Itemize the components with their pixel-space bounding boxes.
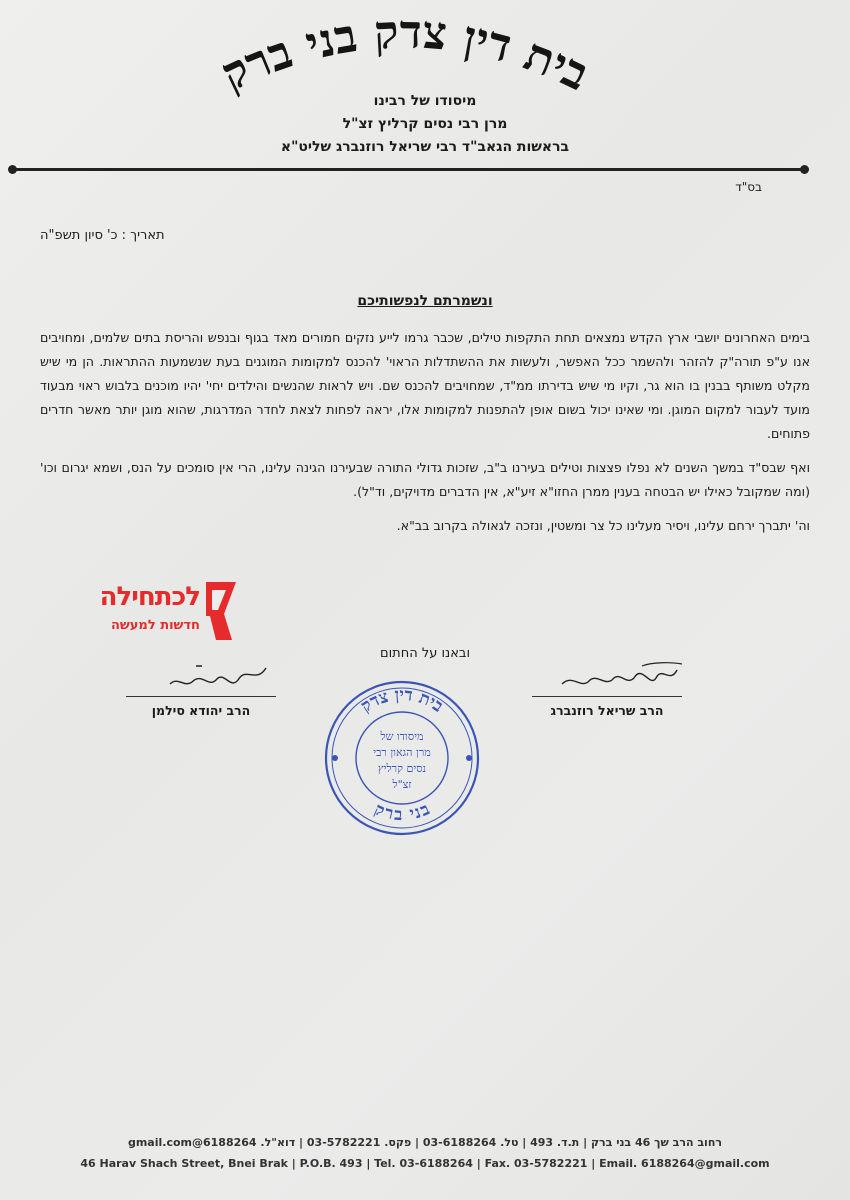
paragraph-1: בימים האחרונים יושבי ארץ הקדש נמצאים תחת התקפות טילים, שכבר גרמו לייע נזקים חמורים מאד בגוף ובנפש והריסת בתים שלמים, ומחויבים אנו ע"פ תורה"ק להזהר ולהשמר ככל האפשר, ולעשות את ההשתדלות הראוי' להכנס למקומות המוגנים בעת שנשמעות ההתראות. הן מי שיש מקלט משותף בבנין בו הוא גר, וקיו מי שיש בדירתו ממ"ד, שמחויבים להכנס שם. ויש לראות שהנשים והילדים יחי' יהיו מוכנים בלבוש ראוי מבעוד מועד לעבור למקום המוגן. ומי שאינו יכול בשום אופן להתפנות למקומות אלו, יראה לפחות לצאת לחדר המדרגות, שהוא מוגן יותר מאשר חדרים פתוחים. <box>40 330 810 441</box>
document-date: תאריך : כ' סיון תשפ"ה <box>40 228 165 243</box>
signatures-intro: ובאנו על החתום <box>380 646 470 661</box>
letterhead-line-3: בראשות הגאב"ד רבי שריאל רוזנברג שליט"א <box>280 139 570 155</box>
letterhead-line-2: מרן רבי נסים קרליץ זצ"ל <box>342 116 508 132</box>
footer-hebrew: רחוב הרב שך 46 בני ברק | ת.ד. 493 | טל. 03-6188264 | פקס. 03-5782221 | דוא"ל. 6188264@gmail.com <box>127 1136 723 1149</box>
paragraph-3: וה' יתברך ירחם עלינו, ויסיר מעלינו כל צר ומשטין, ונזכה לגאולה בקרוב בב"א. <box>396 518 810 533</box>
stamp-bottom-text: בני ברק <box>371 799 433 826</box>
letterhead-title-text: בית דין צדק בני ברק <box>212 5 598 102</box>
signature-right <box>532 660 682 718</box>
signature-left <box>126 662 276 718</box>
logo-main-text: לכתחילה <box>99 582 200 612</box>
document-heading: ונשמרתם לנפשותיכם <box>357 293 493 309</box>
bsd-mark: בס"ד <box>735 180 762 194</box>
signer-name-right: הרב שריאל רוזנברג <box>550 703 664 718</box>
logo-sub-text: חדשות למעשה <box>110 618 200 633</box>
svg-text:בית דין צדק בני ברק <box>213 5 597 101</box>
header-rule <box>14 168 804 171</box>
signature-line-left <box>126 696 276 697</box>
logo-k-icon <box>202 580 238 642</box>
signature-line-right <box>532 696 682 697</box>
svg-text:בני ברק <box>371 799 433 825</box>
lechatchila-logo <box>82 580 242 650</box>
stamp-inner-line-2: מרן הגאון רבי <box>373 746 431 759</box>
stamp-top-text: בית דין צדק <box>357 684 447 717</box>
rule-end-right <box>800 165 809 174</box>
court-stamp <box>322 678 482 838</box>
document-body <box>40 326 810 548</box>
stamp-inner-line-3: נסים קרליץ <box>377 762 427 775</box>
stamp-inner-line-4: זצ"ל <box>392 778 412 791</box>
letterhead-line-1: מיסודו של רבינו <box>373 93 477 109</box>
footer-english: 46 Harav Shach Street, Bnei Brak | P.O.B. 493 | Tel. 03-6188264 | Fax. 03-5782221 | Email. 6188264@gmail.com <box>80 1157 770 1170</box>
paragraph-2: ואף שבס"ד במשך השנים לא נפלו פצצות וטילים בעירנו ב"ב, שזכות גדולי התורה שבעירנו הגינה עלינו, הרי אין סומכים על הנס, ושמא יגרום וכו' (ומה שמקובל כאילו יש הבטחה בענין ממרן החזו"א זיע"א, אין הדברים מדויקים, וד"ל). <box>40 460 810 499</box>
stamp-inner-line-1: מיסודו של <box>380 730 424 743</box>
handwritten-signature-left-icon <box>126 662 276 692</box>
handwritten-signature-right-icon <box>532 660 682 692</box>
signer-name-left: הרב יהודא סילמן <box>151 703 251 718</box>
